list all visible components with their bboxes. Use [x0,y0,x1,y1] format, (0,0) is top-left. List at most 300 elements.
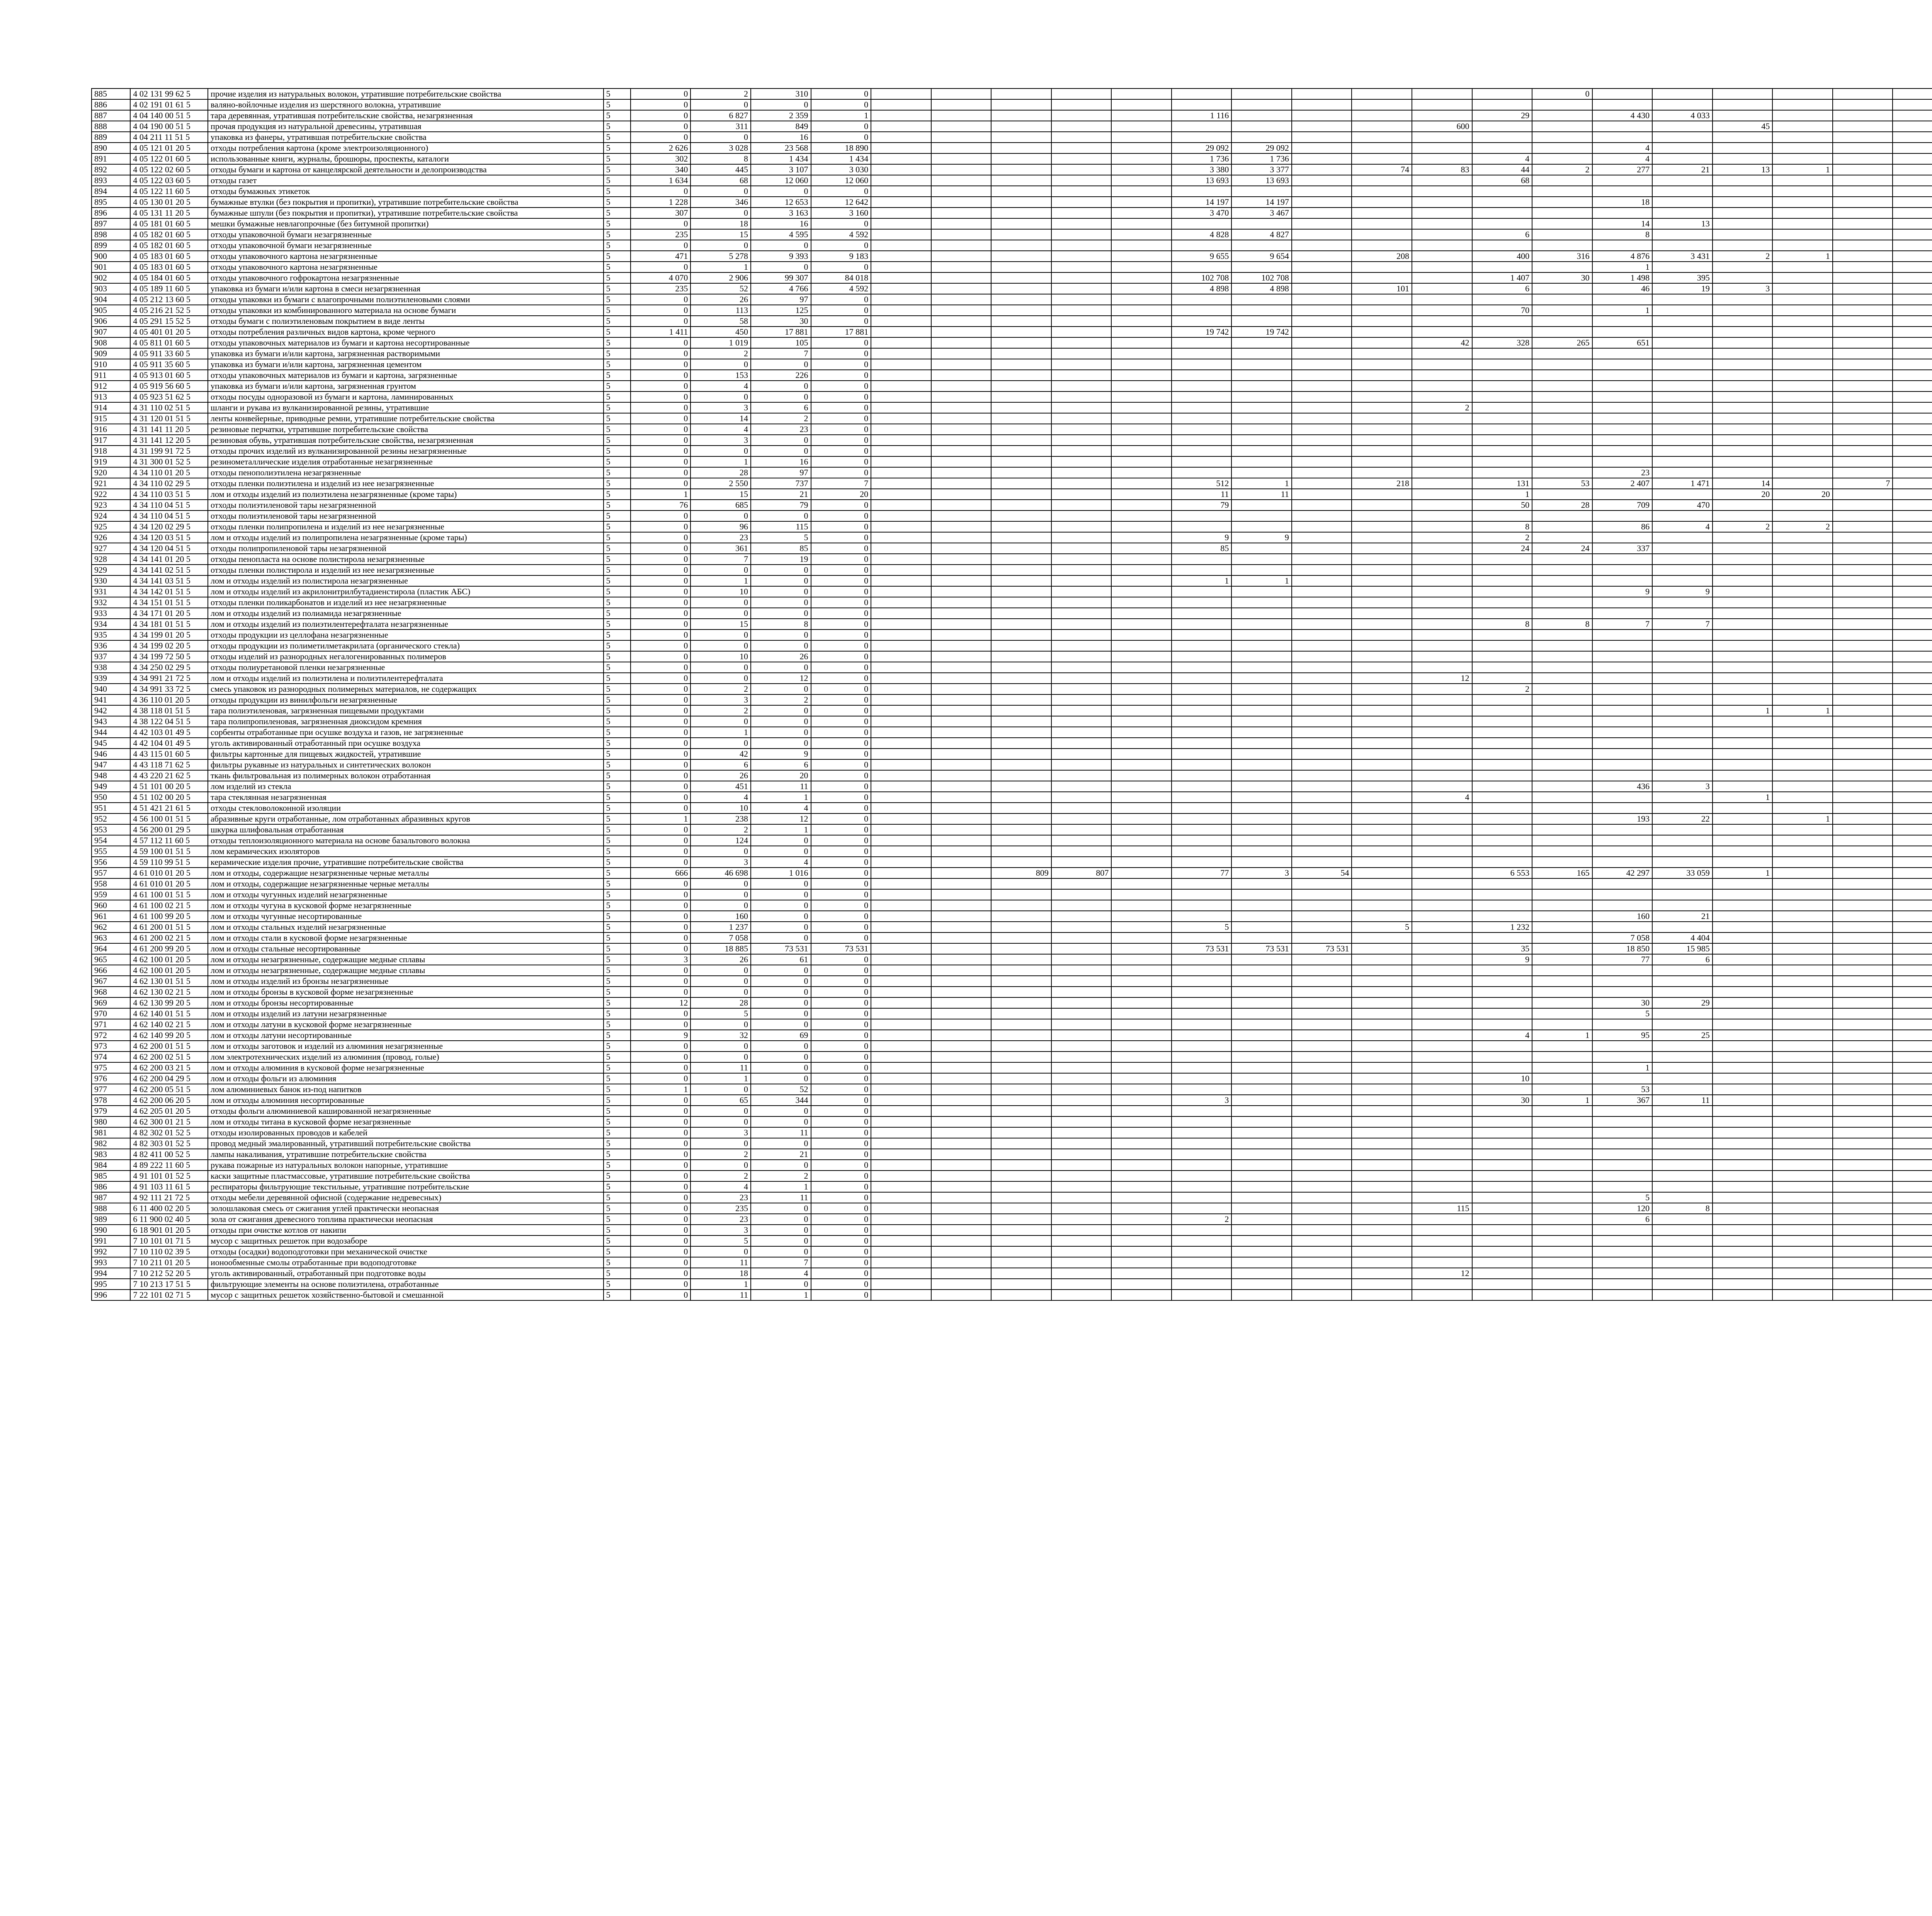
row-number: 887 [92,110,130,121]
waste-name: отходы бумаги с полиэтиленовым покрытием в виде ленты [208,316,604,327]
value-cell [1111,803,1172,813]
value-cell: 18 850 [1592,943,1653,954]
value-cell [1592,381,1653,391]
value-cell [1592,294,1653,305]
value-cell [1713,554,1773,565]
row-number: 959 [92,889,130,900]
value-cell [931,575,992,586]
value-cell [1592,402,1653,413]
hazard-class: 5 [604,1062,631,1073]
value-cell [1352,987,1412,997]
value-cell [1893,997,1932,1008]
value-cell [1111,532,1172,543]
value-cell [1412,283,1472,294]
value-cell [931,337,992,348]
value-cell [871,792,931,803]
value-cell [1352,857,1412,868]
value-cell: 0 [631,1019,691,1030]
value-cell: 0 [631,110,691,121]
value-cell [1652,467,1713,478]
value-cell [1893,824,1932,835]
value-cell [1833,532,1893,543]
value-cell [871,1062,931,1073]
value-cell: 0 [811,305,871,316]
value-cell [1292,738,1352,749]
value-cell [1592,651,1653,662]
value-cell [1833,489,1893,500]
value-cell: 4 [751,1268,811,1279]
value-cell [1111,305,1172,316]
value-cell [1172,424,1232,435]
value-cell: 1 [1772,251,1833,262]
value-cell [1833,943,1893,954]
table-row [92,835,1932,846]
table-row [92,1030,1932,1041]
value-cell [1292,575,1352,586]
table-row [92,1279,1932,1290]
value-cell [1412,705,1472,716]
value-cell [991,327,1051,337]
value-cell [1532,575,1592,586]
value-cell: 115 [1412,1203,1472,1214]
value-cell [1231,749,1292,759]
value-cell [1532,684,1592,694]
value-cell [931,1062,992,1073]
value-cell [1352,240,1412,251]
value-cell [1352,262,1412,272]
value-cell [1292,932,1352,943]
value-cell [1292,770,1352,781]
value-cell [1231,997,1292,1008]
value-cell [1412,630,1472,640]
value-cell [991,359,1051,370]
value-cell [1893,1214,1932,1225]
value-cell: 0 [811,1052,871,1062]
value-cell [1833,143,1893,153]
value-cell [1111,229,1172,240]
value-cell: 1 [631,1084,691,1095]
value-cell: 0 [631,1106,691,1116]
value-cell: 12 [1412,1268,1472,1279]
value-cell: 0 [811,662,871,673]
waste-name: отходы упаковочного гофрокартона незагрязненные [208,272,604,283]
value-cell: 7 [1652,619,1713,630]
value-cell [871,272,931,283]
value-cell: 666 [631,868,691,878]
value-cell: 0 [631,608,691,619]
value-cell: 9 655 [1172,251,1232,262]
value-cell: 30 [751,316,811,327]
value-cell [1592,716,1653,727]
value-cell [1652,1116,1713,1127]
value-cell [1652,229,1713,240]
row-number: 991 [92,1235,130,1246]
waste-code: 4 62 130 01 51 5 [130,976,208,987]
value-cell [1412,240,1472,251]
value-cell [991,792,1051,803]
row-number: 970 [92,1008,130,1019]
value-cell [1652,543,1713,554]
value-cell [1111,218,1172,229]
waste-name: лом и отходы, содержащие незагрязненные черные металлы [208,868,604,878]
value-cell [1713,153,1773,164]
value-cell [1111,575,1172,586]
value-cell [1532,554,1592,565]
value-cell [1412,132,1472,143]
value-cell: 0 [811,597,871,608]
value-cell [1893,1052,1932,1062]
value-cell: 0 [690,597,751,608]
value-cell: 1 [690,262,751,272]
value-cell [1292,132,1352,143]
value-cell [931,1160,992,1171]
hazard-class: 5 [604,1008,631,1019]
value-cell [1231,1257,1292,1268]
value-cell [1111,143,1172,153]
hazard-class: 5 [604,976,631,987]
waste-name: упаковка из бумаги и/или картона, загрязненная цементом [208,359,604,370]
value-cell [1412,218,1472,229]
value-cell [1592,359,1653,370]
hazard-class: 5 [604,705,631,716]
value-cell [1772,965,1833,976]
value-cell: 307 [631,208,691,218]
value-cell [1111,868,1172,878]
value-cell [1652,987,1713,997]
value-cell [1772,997,1833,1008]
value-cell: 600 [1412,121,1472,132]
value-cell: 28 [1532,500,1592,510]
value-cell [1833,911,1893,922]
value-cell [1111,694,1172,705]
waste-code: 4 51 102 00 20 5 [130,792,208,803]
value-cell [1231,1106,1292,1116]
value-cell: 0 [690,391,751,402]
waste-code: 4 34 171 01 20 5 [130,608,208,619]
value-cell [1172,88,1232,99]
value-cell [1833,673,1893,684]
waste-code: 4 61 200 02 21 5 [130,932,208,943]
value-cell [1111,175,1172,186]
value-cell [1111,586,1172,597]
value-cell [1713,586,1773,597]
value-cell [1532,132,1592,143]
value-cell: 2 [751,694,811,705]
value-cell [1652,965,1713,976]
value-cell: 19 [1652,283,1713,294]
value-cell: 0 [811,608,871,619]
value-cell [931,889,992,900]
value-cell [1111,997,1172,1008]
value-cell [1292,997,1352,1008]
value-cell: 1 [1713,792,1773,803]
value-cell [1111,99,1172,110]
value-cell [1051,835,1112,846]
value-cell [1833,164,1893,175]
value-cell [871,197,931,208]
hazard-class: 5 [604,987,631,997]
value-cell: 0 [631,662,691,673]
value-cell [1352,878,1412,889]
value-cell [1833,803,1893,813]
value-cell [1051,630,1112,640]
row-number: 988 [92,1203,130,1214]
value-cell [1172,554,1232,565]
waste-code: 4 05 181 01 60 5 [130,218,208,229]
value-cell [1172,932,1232,943]
hazard-class: 5 [604,467,631,478]
value-cell [1051,705,1112,716]
row-number: 923 [92,500,130,510]
hazard-class: 5 [604,175,631,186]
row-number: 969 [92,997,130,1008]
value-cell [1893,327,1932,337]
value-cell [1652,316,1713,327]
waste-name: тара стеклянная незагрязненная [208,792,604,803]
value-cell: 0 [811,1008,871,1019]
value-cell [1292,900,1352,911]
value-cell [1472,1268,1532,1279]
value-cell: 709 [1592,500,1653,510]
value-cell [1532,770,1592,781]
waste-name: шланги и рукава из вулканизированной резины, утратившие [208,402,604,413]
hazard-class: 5 [604,164,631,175]
row-number: 967 [92,976,130,987]
row-number: 905 [92,305,130,316]
value-cell [871,1225,931,1235]
value-cell [1111,391,1172,402]
waste-name: резинометаллические изделия отработанные незагрязненные [208,456,604,467]
value-cell [1412,575,1472,586]
value-cell [1111,608,1172,619]
value-cell: 0 [811,716,871,727]
value-cell [1893,510,1932,521]
value-cell [1051,1257,1112,1268]
waste-name: лом и отходы изделий из полистирола незагрязненные [208,575,604,586]
value-cell [1231,500,1292,510]
value-cell [1833,781,1893,792]
value-cell [1051,489,1112,500]
value-cell [1772,316,1833,327]
value-cell [931,911,992,922]
value-cell: 19 [751,554,811,565]
value-cell [1412,738,1472,749]
waste-name: отходы (осадки) водоподготовки при механической очистке [208,1246,604,1257]
hazard-class: 5 [604,1268,631,1279]
value-cell [1893,900,1932,911]
value-cell: 7 058 [1592,932,1653,943]
value-cell [1532,900,1592,911]
value-cell [1532,521,1592,532]
value-cell: 0 [811,619,871,630]
value-cell [1472,510,1532,521]
value-cell: 0 [811,1127,871,1138]
hazard-class: 5 [604,965,631,976]
value-cell [871,208,931,218]
value-cell: 1 [751,824,811,835]
value-cell [1231,1030,1292,1041]
value-cell: 25 [1652,1030,1713,1041]
waste-name: лампы накаливания, утратившие потребительские свойства [208,1149,604,1160]
value-cell [1833,586,1893,597]
value-cell [1352,1041,1412,1052]
value-cell [1893,424,1932,435]
value-cell [1412,1149,1472,1160]
value-cell [1772,153,1833,164]
value-cell [1051,1030,1112,1041]
value-cell [871,240,931,251]
value-cell [1051,694,1112,705]
value-cell [1412,835,1472,846]
value-cell [1412,651,1472,662]
value-cell [871,121,931,132]
value-cell [1412,262,1472,272]
value-cell [1472,597,1532,608]
value-cell [1352,1149,1412,1160]
value-cell [1051,716,1112,727]
hazard-class: 5 [604,1127,631,1138]
value-cell [1231,262,1292,272]
value-cell [1292,1073,1352,1084]
value-cell [871,1279,931,1290]
value-cell: 0 [811,586,871,597]
value-cell: 12 060 [811,175,871,186]
value-cell [1472,99,1532,110]
waste-code: 4 34 110 04 51 5 [130,510,208,521]
table-row [92,1138,1932,1149]
value-cell [991,1138,1051,1149]
value-cell [991,1214,1051,1225]
value-cell [1652,197,1713,208]
value-cell: 1 411 [631,327,691,337]
value-cell [1051,1127,1112,1138]
value-cell [1472,727,1532,738]
value-cell: 3 377 [1231,164,1292,175]
value-cell [1652,143,1713,153]
value-cell [1111,640,1172,651]
value-cell: 0 [811,1138,871,1149]
value-cell: 737 [751,478,811,489]
value-cell [1532,175,1592,186]
value-cell: 1 [690,727,751,738]
value-cell: 99 307 [751,272,811,283]
value-cell [1833,435,1893,446]
value-cell [1652,262,1713,272]
value-cell [1893,911,1932,922]
row-number: 920 [92,467,130,478]
value-cell [1713,381,1773,391]
table-row [92,88,1932,99]
value-cell [931,132,992,143]
value-cell: 45 [1713,121,1773,132]
value-cell [1833,510,1893,521]
value-cell: 2 [690,348,751,359]
value-cell [1772,943,1833,954]
value-cell [1713,359,1773,370]
value-cell [1352,1062,1412,1073]
waste-code: 4 61 200 01 51 5 [130,922,208,932]
value-cell [1532,1138,1592,1149]
value-cell [991,1106,1051,1116]
value-cell [991,456,1051,467]
row-number: 958 [92,878,130,889]
value-cell: 0 [751,727,811,738]
value-cell [1772,922,1833,932]
value-cell: 76 [631,500,691,510]
value-cell [1352,705,1412,716]
value-cell [1051,186,1112,197]
value-cell: 226 [751,370,811,381]
value-cell [1472,1290,1532,1300]
value-cell [1772,413,1833,424]
waste-name: отходы фольги алюминиевой кашированной незагрязненные [208,1106,604,1116]
value-cell [1592,922,1653,932]
value-cell: 0 [631,1181,691,1192]
table-row [92,922,1932,932]
value-cell [991,294,1051,305]
value-cell: 0 [690,662,751,673]
value-cell: 9 654 [1231,251,1292,262]
value-cell [1472,1084,1532,1095]
row-number: 898 [92,229,130,240]
value-cell: 42 [1412,337,1472,348]
value-cell [1111,1149,1172,1160]
value-cell [1412,467,1472,478]
value-cell [931,143,992,153]
value-cell [1893,835,1932,846]
value-cell [1532,294,1592,305]
value-cell [991,803,1051,813]
value-cell [1713,456,1773,467]
value-cell: 0 [631,857,691,868]
value-cell [931,88,992,99]
value-cell: 0 [631,965,691,976]
value-cell [1231,1149,1292,1160]
value-cell: 0 [631,900,691,911]
value-cell: 12 [751,813,811,824]
value-cell [1532,640,1592,651]
value-cell: 35 [1472,943,1532,954]
hazard-class: 5 [604,1171,631,1181]
value-cell [991,651,1051,662]
value-cell [1592,88,1653,99]
value-cell [1292,619,1352,630]
value-cell [1051,770,1112,781]
hazard-class: 5 [604,132,631,143]
value-cell [1472,391,1532,402]
value-cell [1472,359,1532,370]
value-cell [1172,305,1232,316]
value-cell: 0 [811,467,871,478]
value-cell: 1 736 [1231,153,1292,164]
value-cell [1292,749,1352,759]
value-cell [1111,164,1172,175]
value-cell [1893,1203,1932,1214]
row-number: 929 [92,565,130,575]
value-cell: 208 [1352,251,1412,262]
value-cell [1652,424,1713,435]
value-cell [871,932,931,943]
value-cell [991,424,1051,435]
waste-code: 4 34 199 72 50 5 [130,651,208,662]
value-cell [871,781,931,792]
table-row [92,586,1932,597]
waste-name: керамические изделия прочие, утратившие потребительские свойства [208,857,604,868]
row-number: 904 [92,294,130,305]
value-cell [1652,1052,1713,1062]
value-cell [1231,381,1292,391]
value-cell [1412,997,1472,1008]
